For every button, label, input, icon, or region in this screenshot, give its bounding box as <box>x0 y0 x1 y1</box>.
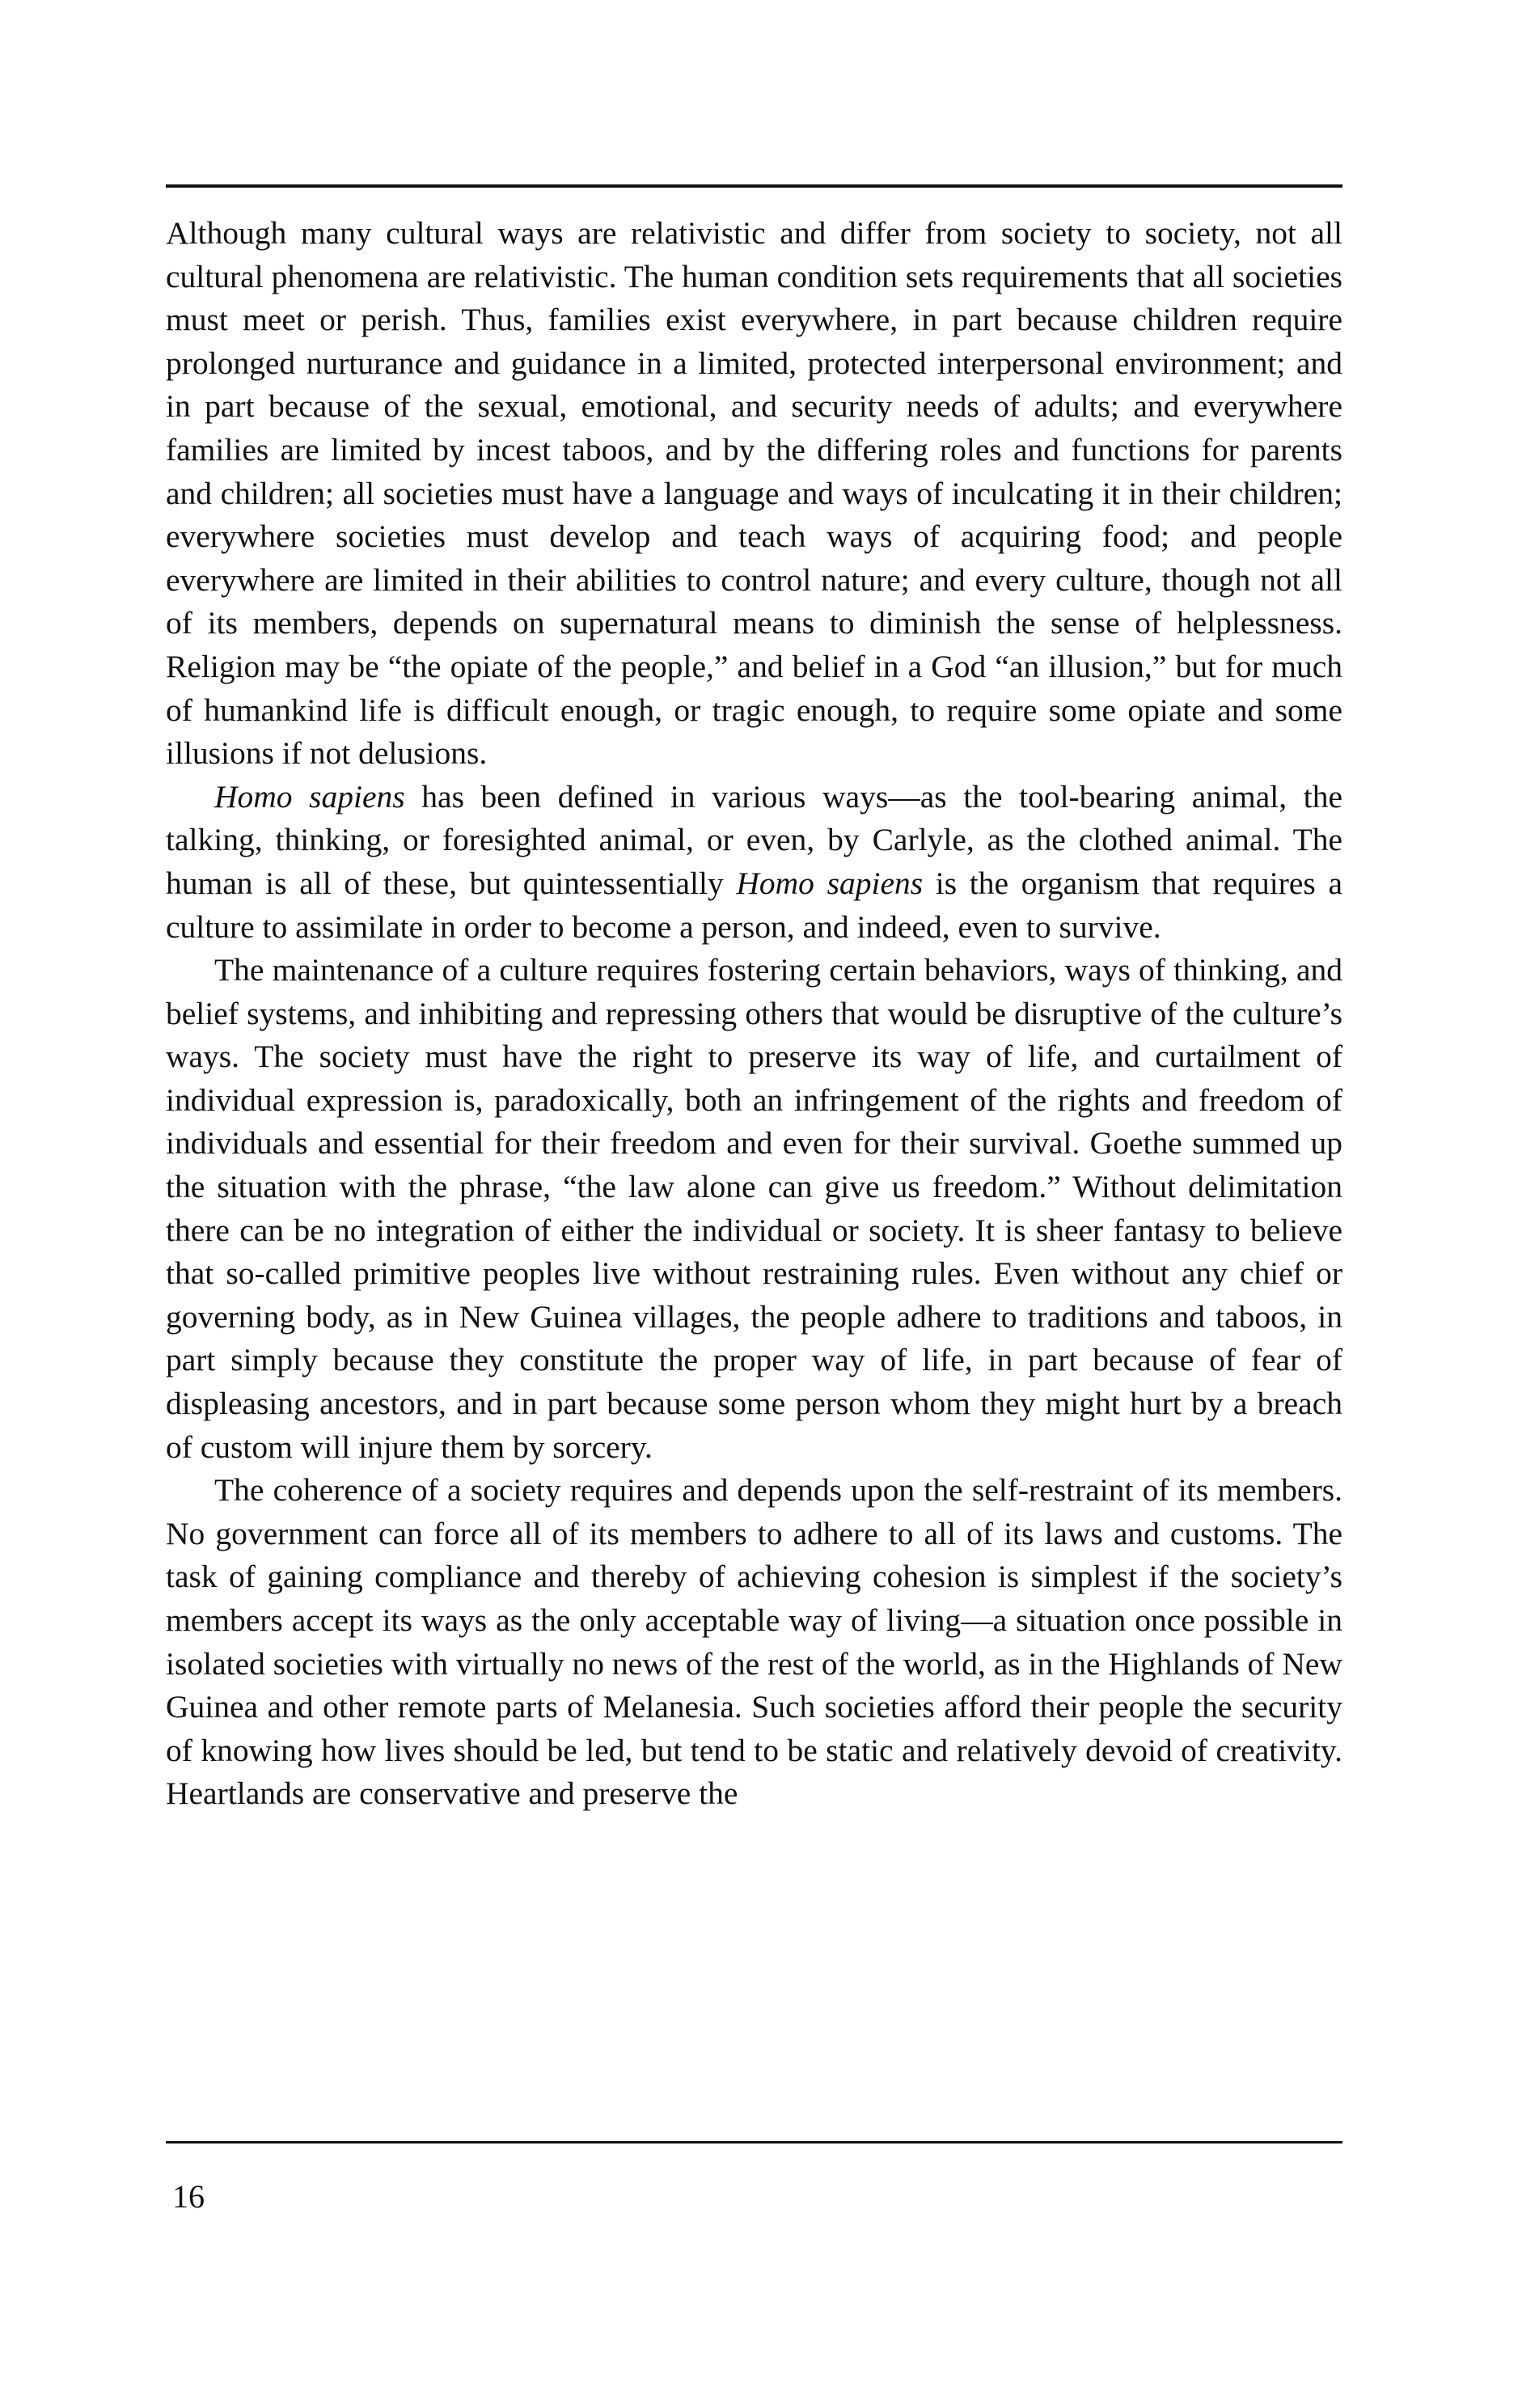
paragraph-4-text: The coherence of a society requires and depends upon the self-restraint of its members. No government can force all of its members to adhere to all of its laws and customs. The task of gaining compliance and thereby of achieving cohesion is simplest if the society’s members accept its ways as the only acceptable way of living—a situation once possible in isolated societies with virtually no news of the rest of the world, as in the Highlands of New Guinea and other remote parts of Melanesia. Such societies afford their people the security of knowing how lives should be led, but tend to be static and relatively devoid of creativity. Heartlands are conservative and preserve the <box>166 1472 1342 1812</box>
paragraph-2-text-b: is the organism that requires a culture to assimilate in order to become a person, and indeed, even to survive. <box>166 865 1342 945</box>
paragraph-2-text-a: has been defined in various ways—as the tool-bearing animal, the talking, thinking, or foresighted animal, or even, by Carlyle, as the clothed animal. The human is all of these, but quintessentially <box>166 778 1342 901</box>
paragraph-4 <box>166 1469 1342 1816</box>
paragraph-3 <box>166 949 1342 1469</box>
paragraph-1-text: Although many cultural ways are relativistic and differ from society to society, not all cultural phenomena are relativistic. The human condition sets requirements that all societies must meet or perish. Thus, families exist everywhere, in part because children require prolonged nurturance and guidance in a limited, protected interpersonal environment; and in part because of the sexual, emotional, and security needs of adults; and everywhere families are limited by incest taboos, and by the differing roles and functions for parents and children; all societies must have a language and ways of inculcating it in their children; everywhere societies must develop and teach ways of acquiring food; and people everywhere are limited in their abilities to control nature; and every culture, though not all of its members, depends on supernatural means to diminish the sense of helplessness. Religion may be “the opiate of the people,” and belief in a God “an illusion,” but for much of humankind life is difficult enough, or tragic enough, to require some opiate and some illusions if not delusions. <box>166 215 1342 772</box>
italic-term-homo-sapiens: Homo sapiens <box>214 778 405 815</box>
top-rule <box>166 184 1342 188</box>
paragraph-3-text: The maintenance of a culture requires fostering certain behaviors, ways of thinking, and belief systems, and inhibiting and repressing others that would be disruptive of the culture’s ways. The society must have the right to preserve its way of life, and curtailment of individual expression is, paradoxically, both an infringement of the rights and freedom of individuals and essential for their freedom and even for their survival. Goethe summed up the situation with the phrase, “the law alone can give us freedom.” Without delimitation there can be no integration of either the individual or society. It is sheer fantasy to believe that so-called primitive peoples live without restraining rules. Even without any chief or governing body, as in New Guinea villages, the people adhere to traditions and taboos, in part simply because they constitute the proper way of life, in part because of fear of displeasing ancestors, and in part because some person whom they might hurt by a breach of custom will injure them by sorcery. <box>166 952 1342 1465</box>
page-number: 16 <box>172 2178 205 2215</box>
bottom-rule <box>166 2141 1342 2144</box>
paragraph-2 <box>166 776 1342 949</box>
italic-term-homo-sapiens-2: Homo sapiens <box>736 865 924 901</box>
paragraph-1 <box>166 212 1342 776</box>
body-text <box>166 212 1342 1816</box>
